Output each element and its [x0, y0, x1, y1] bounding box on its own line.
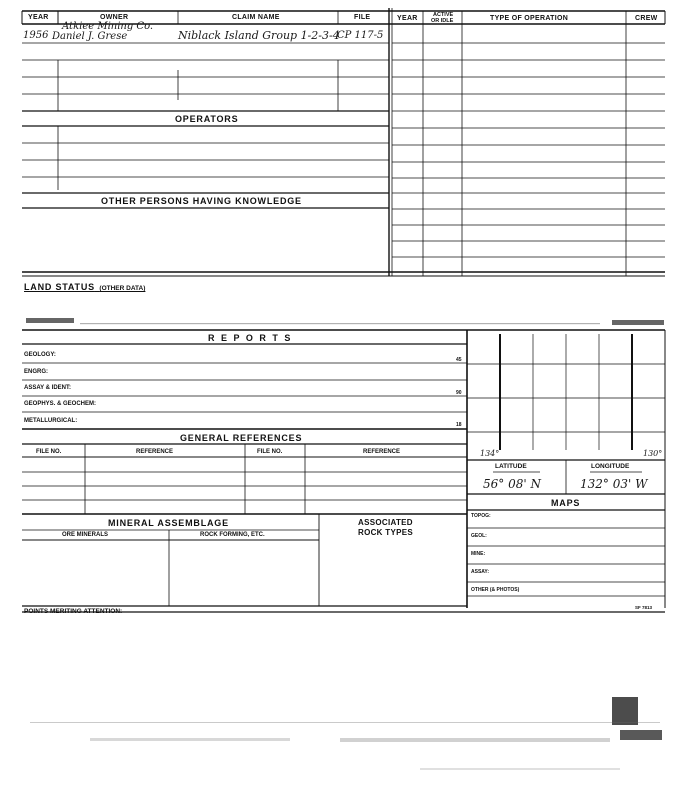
latitude-value: 56° 08' N [483, 477, 541, 491]
form-id: SF 7813 [635, 605, 653, 610]
header-year: YEAR [28, 14, 49, 21]
points-meriting-label: POINTS MERITING ATTENTION: [24, 608, 123, 615]
map-right-degree: 130° [643, 449, 663, 458]
associated-label: ASSOCIATED [358, 518, 413, 527]
maps-geol: GEOL: [471, 533, 487, 539]
reports-heading: R E P O R T S [208, 333, 293, 343]
longitude-label: LONGITUDE [591, 463, 630, 470]
rock-types-label: ROCK TYPES [358, 528, 414, 537]
report-num-metallurgical: 18 [456, 422, 462, 428]
entry-file: CP 117-5 [337, 30, 384, 41]
gr-col-reference-2: REFERENCE [363, 449, 401, 455]
entry-claim-name: Niblack Island Group 1-2-3-4 [178, 29, 340, 42]
report-num-assay: 90 [456, 390, 462, 396]
maps-heading: MAPS [551, 498, 581, 508]
maps-assay: ASSAY: [471, 569, 490, 575]
report-label-assay: ASSAY & IDENT: [24, 385, 72, 391]
operators-heading: OPERATORS [175, 114, 239, 124]
report-label-metallurgical: METALLURGICAL: [24, 418, 78, 424]
entry-owner-line1: Atkiee Mining Co. [62, 21, 154, 32]
report-num-geology: 45 [456, 357, 462, 363]
rock-forming-label: ROCK FORMING, ETC. [200, 532, 265, 538]
general-references-heading: GENERAL REFERENCES [180, 433, 303, 443]
other-persons-heading: OTHER PERSONS HAVING KNOWLEDGE [101, 196, 302, 206]
header-owner: OWNER [100, 14, 129, 21]
header-active: ACTIVE [433, 12, 454, 18]
entry-year: 1956 [23, 30, 49, 41]
maps-other: OTHER (& PHOTOS) [471, 587, 520, 593]
header-or-idle: OR IDLE [431, 18, 454, 24]
report-label-geophys: GEOPHYS. & GEOCHEM: [24, 401, 97, 407]
gr-col-file-no-1: FILE NO. [36, 449, 62, 455]
gr-col-file-no-2: FILE NO. [257, 449, 283, 455]
report-label-engrg: ENGRG: [24, 369, 48, 375]
header-file: FILE [354, 14, 371, 21]
land-status-heading [24, 277, 145, 295]
header-crew: CREW [635, 15, 658, 22]
map-left-degree: 134° [480, 449, 500, 458]
report-label-geology: GEOLOGY: [24, 352, 56, 358]
maps-topog: TOPOG: [471, 513, 491, 519]
land-status-sub: (OTHER DATA) [99, 285, 146, 292]
maps-mine: MINE: [471, 551, 486, 557]
latitude-label: LATITUDE [495, 463, 527, 470]
longitude-value: 132° 03' W [580, 477, 648, 491]
header-claim-name: CLAIM NAME [232, 14, 280, 21]
entry-owner-line2: Daniel J. Grese [52, 31, 128, 42]
header-year-right: YEAR [397, 15, 418, 22]
land-status-title: LAND STATUS [24, 282, 95, 292]
ore-minerals-label: ORE MINERALS [62, 532, 109, 538]
header-type-of-operation: TYPE OF OPERATION [490, 15, 569, 22]
gr-col-reference-1: REFERENCE [136, 449, 174, 455]
mineral-assemblage-heading: MINERAL ASSEMBLAGE [108, 518, 229, 528]
